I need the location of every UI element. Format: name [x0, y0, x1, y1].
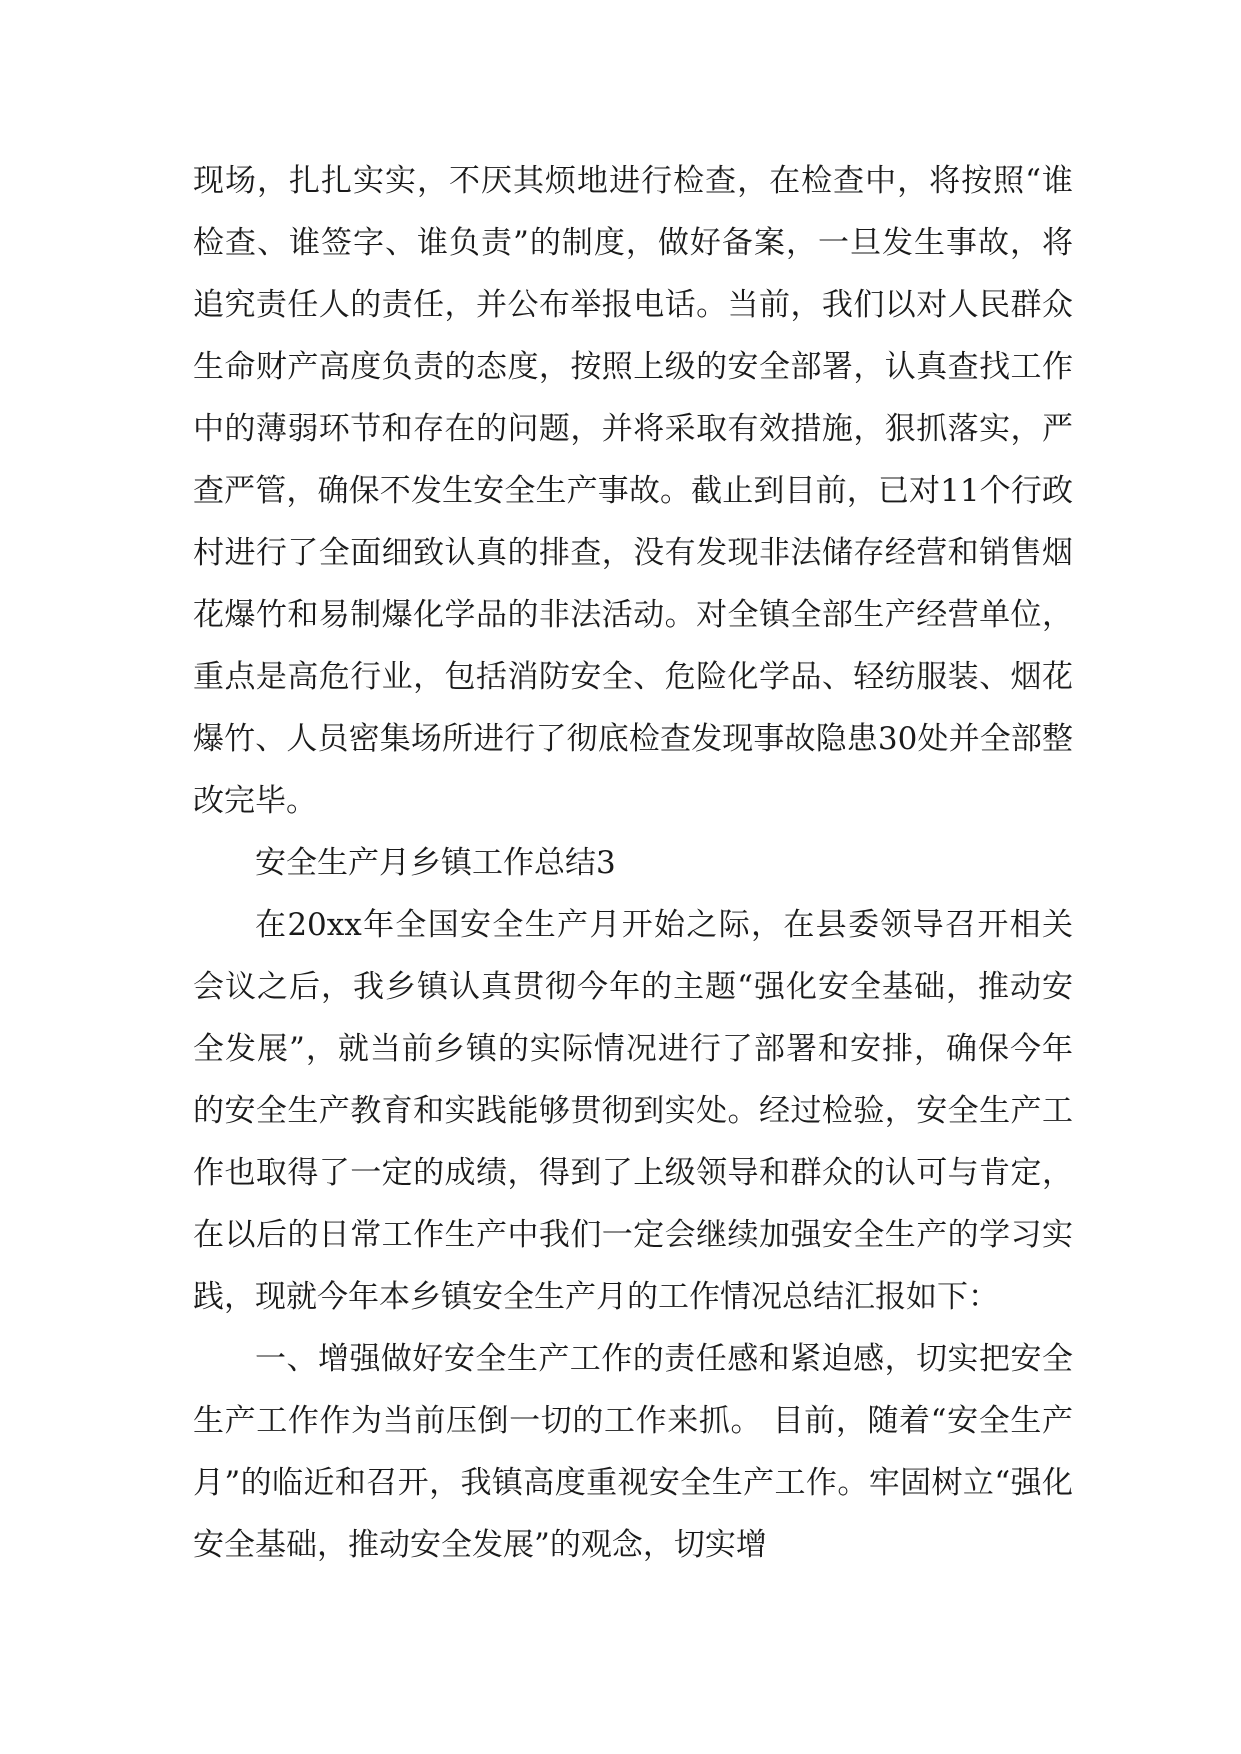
body-paragraph: 一、增强做好安全生产工作的责任感和紧迫感，切实把安全生产工作作为当前压倒一切的工作来抓。 目前，随着“安全生产月”的临近和召开，我镇高度重视安全生产工作。牢固树立“强化安全基础，推动安全发展”的观念，切实增 — [193, 1341, 1073, 1563]
document-page — [193, 150, 1073, 1576]
body-paragraph: 在20xx年全国安全生产月开始之际，在县委领导召开相关会议之后，我乡镇认真贯彻今年的主题“强化安全基础，推动安全发展”，就当前乡镇的实际情况进行了部署和安排，确保今年的安全生产教育和实践能够贯彻到实处。经过检验，安全生产工作也取得了一定的成绩，得到了上级领导和群众的认可与肯定，在以后的日常工作生产中我们一定会继续加强安全生产的学习实践，现就今年本乡镇安全生产月的工作情况总结汇报如下： — [193, 907, 1073, 1315]
body-paragraph: 现场，扎扎实实，不厌其烦地进行检查，在检查中，将按照“谁检查、谁签字、谁负责”的制度，做好备案，一旦发生事故，将追究责任人的责任，并公布举报电话。当前，我们以对人民群众生命财产高度负责的态度，按照上级的安全部署，认真查找工作中的薄弱环节和存在的问题，并将采取有效措施，狠抓落实，严查严管，确保不发生安全生产事故。截止到目前，已对11个行政村进行了全面细致认真的排查，没有发现非法储存经营和销售烟花爆竹和易制爆化学品的非法活动。对全镇全部生产经营单位，重点是高危行业，包括消防安全、危险化学品、轻纺服装、烟花爆竹、人员密集场所进行了彻底检查发现事故隐患30处并全部整改完毕。 — [193, 163, 1073, 819]
section-heading: 安全生产月乡镇工作总结3 — [255, 845, 616, 881]
